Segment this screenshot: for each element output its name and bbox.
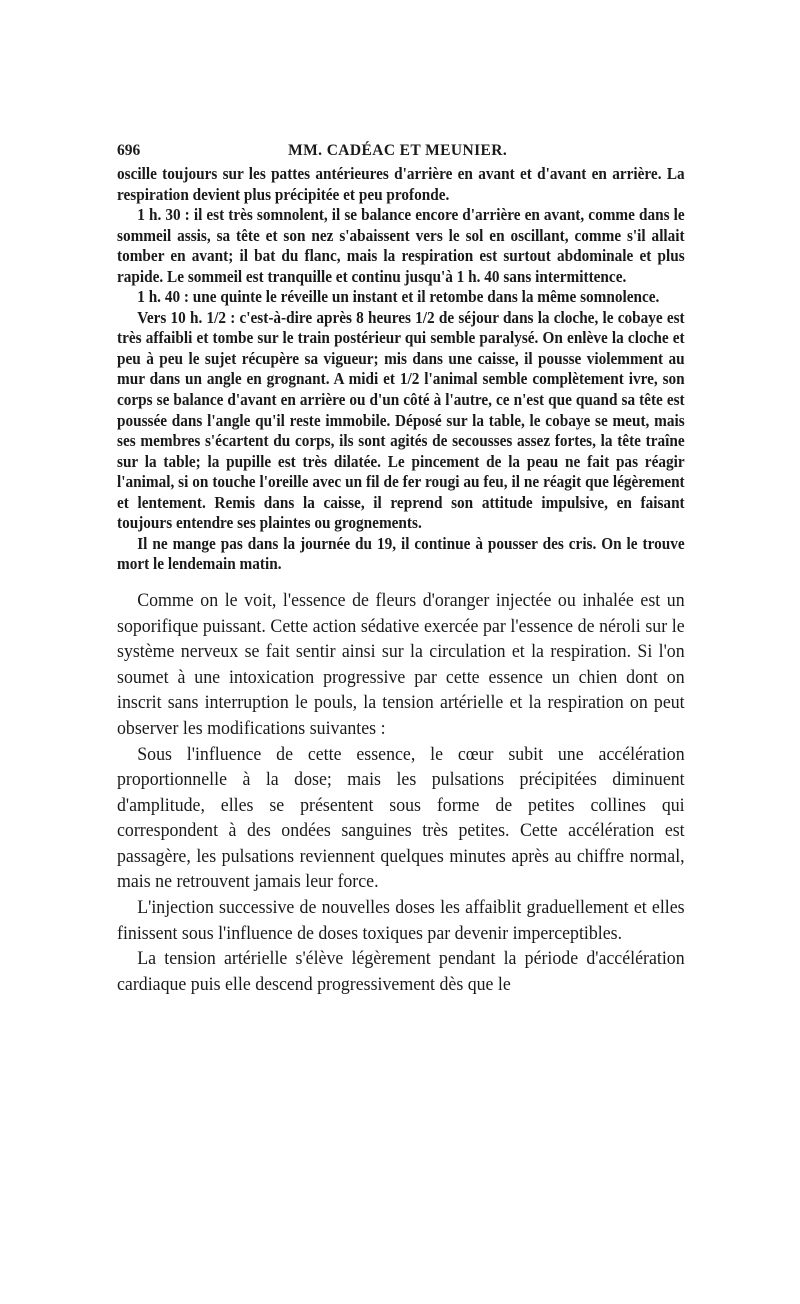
body-paragraph-1: Comme on le voit, l'essence de fleurs d'oranger injectée ou inhalée est un soporifique puissant. Cette action sédative exercée par l'essence de néroli sur le système nerveux se fait sentir ainsi sur la circulation et la respiration. Si l'on soumet à une intoxication progressive par cette essence un chien dont on inscrit sans interruption le pouls, la tension artérielle et la respiration on peut observer les modifications suivantes : (117, 589, 685, 739)
page-number: 696 (117, 142, 141, 159)
body-paragraph-2: Sous l'influence de cette essence, le cœur subit une accélération proportionnelle à la dose; mais les pulsations précipitées diminuent d'amplitude, elles se présentent sous forme de petites collines qui correspondent à des ondées sanguines très petites. Cette accélération est passagère, les pulsations reviennent quelques minutes après au chiffre normal, mais ne retrouvent jamais leur force. (117, 743, 685, 893)
body-paragraph-3: L'injection successive de nouvelles doses les affaiblit graduellement et elles finissent sous l'influence de doses toxiques par devenir imperceptibles. (117, 897, 685, 944)
running-title: MM. CADÉAC ET MEUNIER. (288, 142, 508, 159)
note-paragraph-2: 1 h. 30 : il est très somnolent, il se balance encore d'arrière en avant, comme dans le sommeil assis, sa tête et son nez s'abaissent vers le sol en oscillant, comme s'il allait tomber en avant; il bat du flanc, mais la respiration est surtout abdominale et plus rapide. Le sommeil est tranquille et continu jusqu'à 1 h. 40 sans intermittence. (117, 205, 685, 286)
note-paragraph-3: 1 h. 40 : une quinte le réveille un instant et il retombe dans la même somnolence. (137, 287, 660, 307)
note-paragraph-4: Vers 10 h. 1/2 : c'est-à-dire après 8 heures 1/2 de séjour dans la cloche, le cobaye est très affaibli et tombe sur le train postérieur qui semble paralysé. On enlève la cloche et peu à peu le sujet récupère sa vigueur; mis dans une caisse, il pousse violemment au mur dans un angle en grognant. A midi et 1/2 l'animal semble complètement ivre, son corps se balance d'avant en arrière ou d'un côté à l'autre, ce n'est que quand sa tête est poussée dans l'angle qu'il reste immobile. Déposé sur la table, le cobaye se meut, mais ses membres s'écartent du corps, ils sont agités de secousses assez fortes, la tête traîne sur la table; la pupille est très dilatée. Le pincement de la peau ne fait pas réagir l'animal, si on touche l'oreille avec un fil de fer rougi au feu, il ne réagit que légèrement et lentement. Remis dans la caisse, il reprend son attitude impulsive, en faisant toujours entendre ses plaintes ou grognements. (117, 307, 685, 533)
note-paragraph-5: Il ne mange pas dans la journée du 19, il continue à pousser des cris. On le trouve mort le lendemain matin. (117, 533, 685, 574)
experiment-notes (117, 164, 685, 575)
book-page (117, 138, 685, 997)
main-text (117, 588, 685, 998)
body-paragraph-4: La tension artérielle s'élève légèrement pendant la période d'accélération cardiaque puis elle descend progressivement dès que le (117, 948, 685, 995)
note-paragraph-1: oscille toujours sur les pattes antérieures d'arrière en avant et d'avant en arrière. La respiration devient plus précipitée et peu profonde. (117, 164, 685, 204)
running-header (117, 138, 685, 164)
